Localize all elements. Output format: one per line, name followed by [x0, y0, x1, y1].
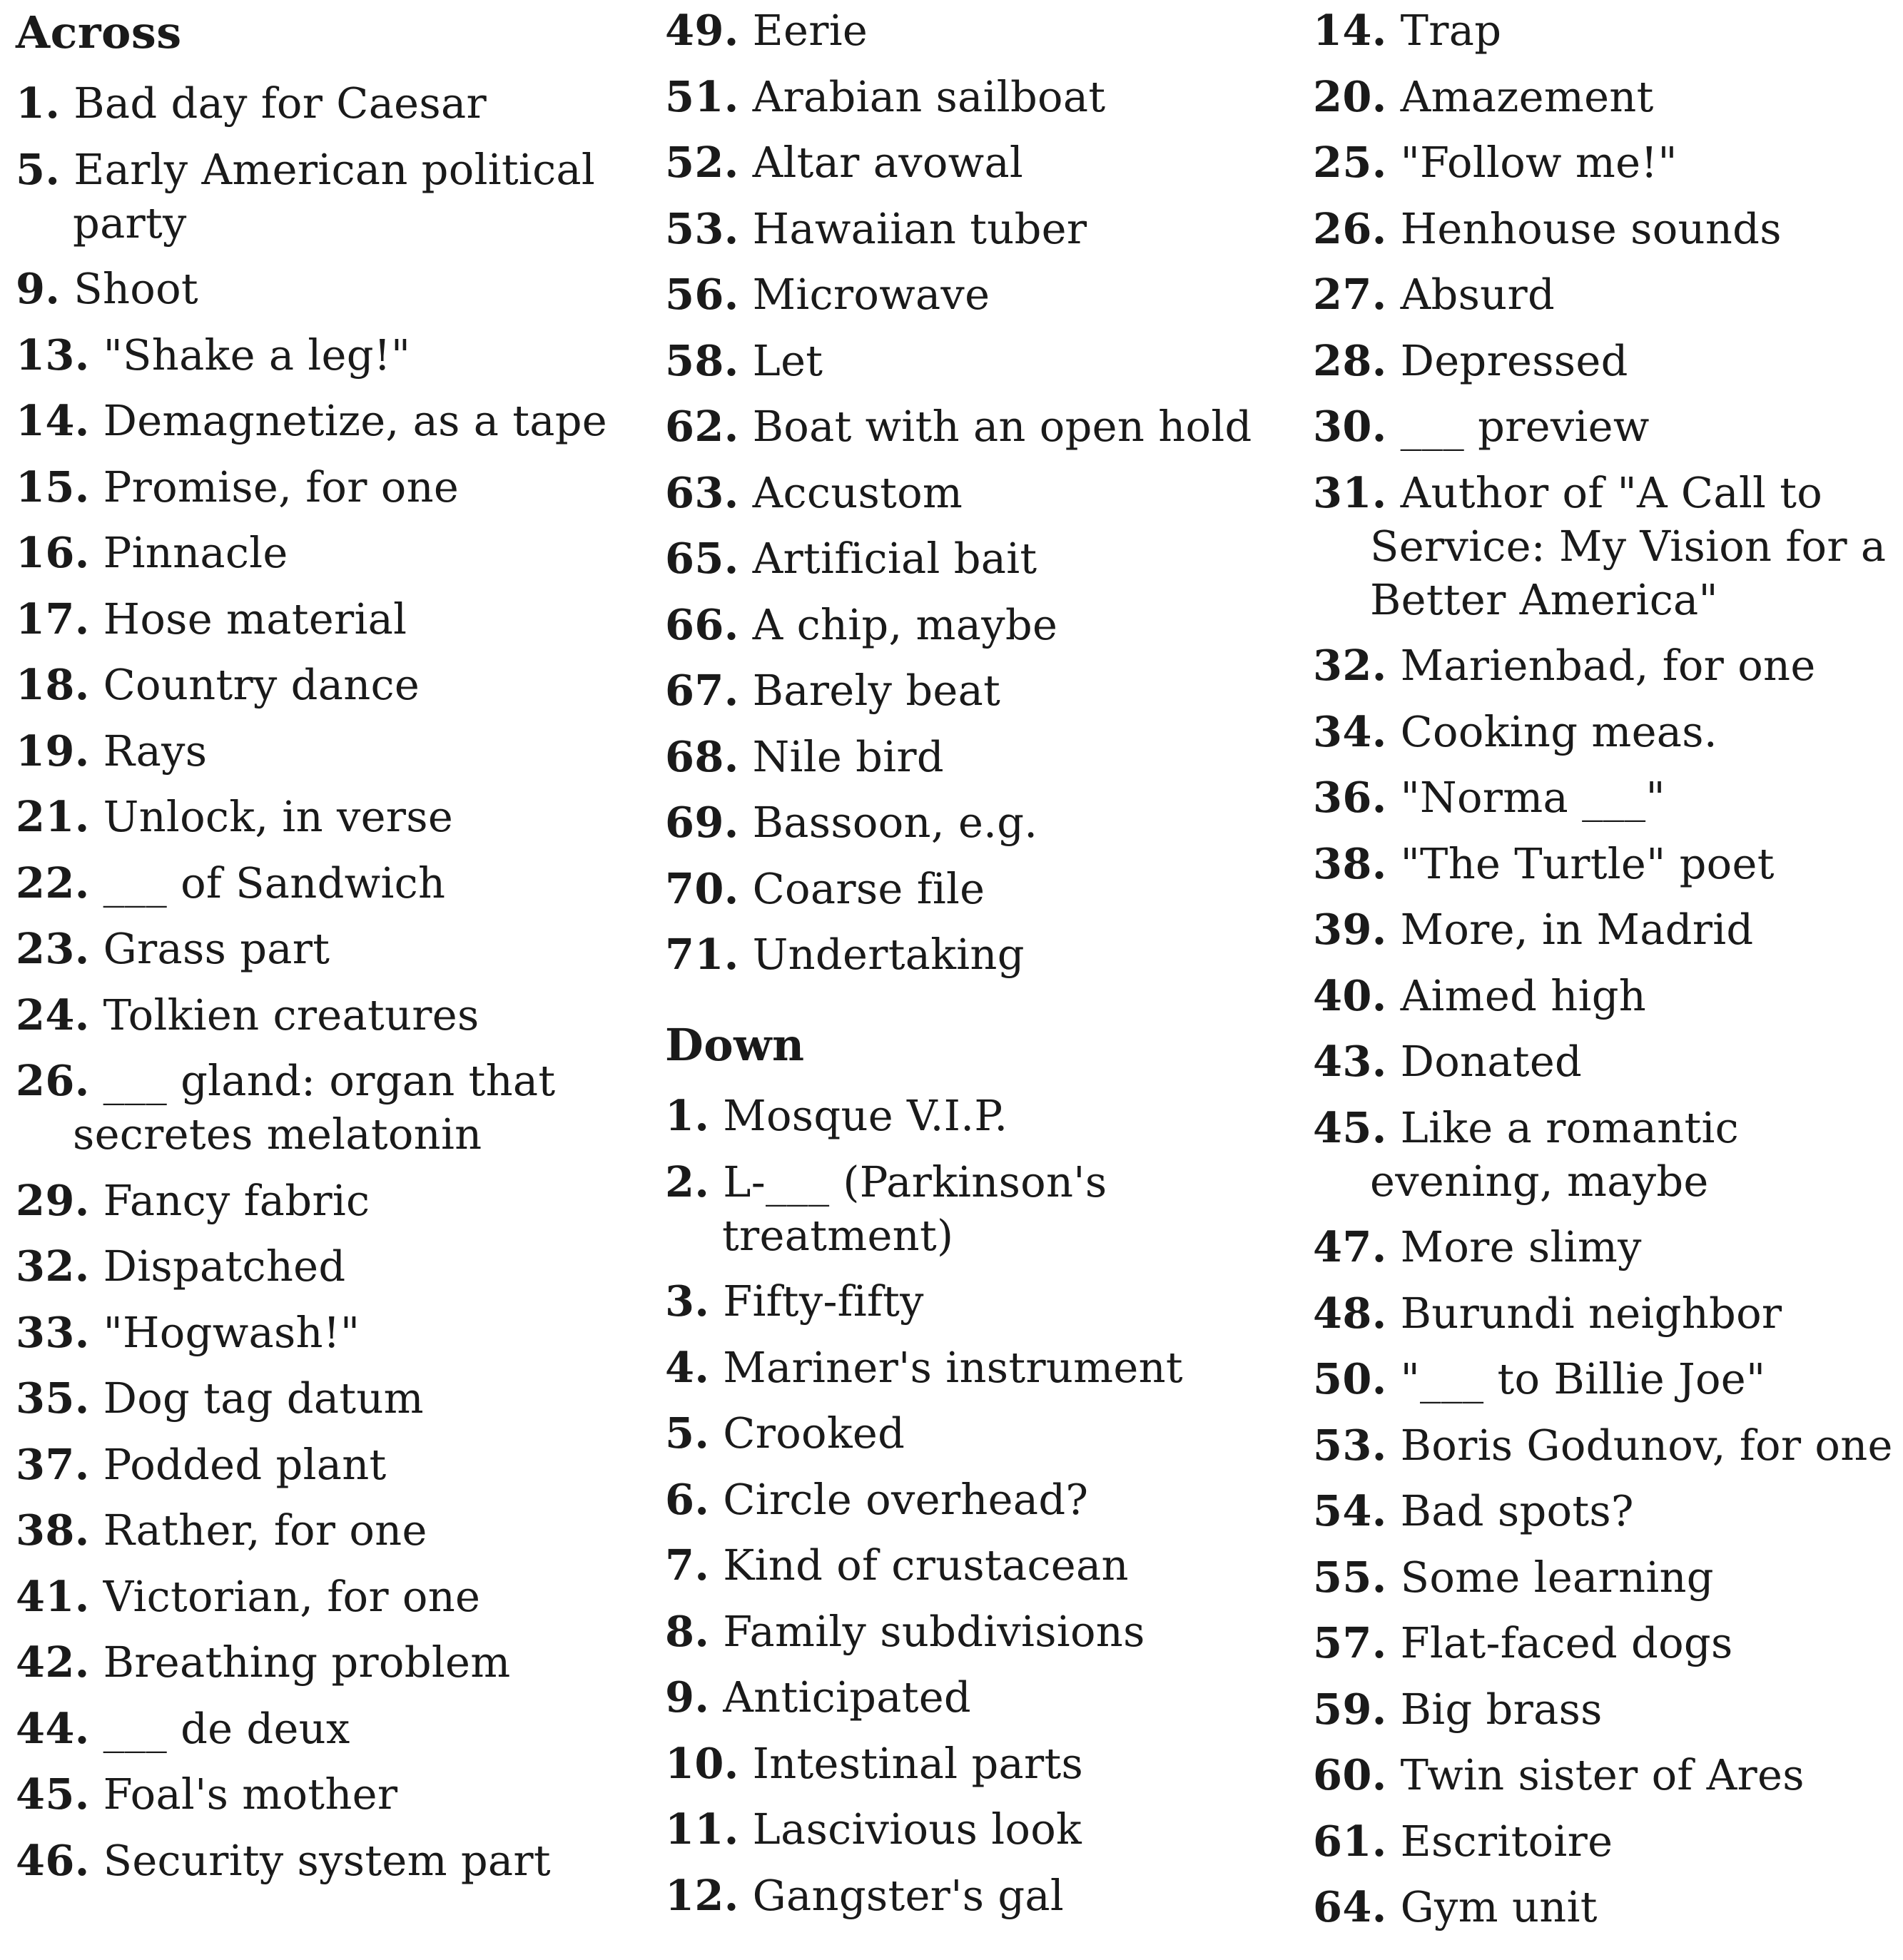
clue-column-1 [16, 0, 629, 1899]
clue-number: 61. [1313, 1816, 1387, 1866]
clue-text: Nile bird [752, 731, 944, 781]
clue-text: Like a romantic evening, maybe [1370, 1102, 1739, 1206]
clue-text: "The Turtle" poet [1400, 838, 1775, 888]
clue-text: A chip, maybe [752, 599, 1058, 649]
clue-number: 29. [16, 1175, 90, 1225]
clue-item [665, 1406, 1279, 1460]
clue-number: 14. [16, 396, 90, 445]
clue-item [665, 4, 1279, 57]
clue-item [665, 862, 1279, 915]
clue-number: 23. [16, 924, 90, 973]
clue-item [665, 136, 1279, 189]
clue-number: 33. [16, 1307, 90, 1357]
clue-number: 56. [665, 270, 739, 319]
clue-item [1313, 903, 1898, 956]
clue-number: 32. [16, 1241, 90, 1291]
clue-number: 35. [16, 1373, 90, 1423]
clue-item [1313, 268, 1898, 321]
clue-number: 30. [1313, 402, 1387, 451]
clue-number: 70. [665, 863, 739, 913]
clue-text: Undertaking [752, 930, 1025, 979]
clue-number: 1. [665, 1091, 710, 1140]
clue-item [1313, 1286, 1898, 1340]
clue-number: 50. [1313, 1354, 1387, 1403]
clue-item [665, 334, 1279, 387]
clue-item [16, 394, 629, 447]
clue-item [16, 1306, 629, 1359]
clue-number: 68. [665, 731, 739, 781]
clue-text: Promise, for one [103, 462, 460, 512]
clue-item [16, 76, 629, 130]
clue-item [665, 532, 1279, 585]
clue-number: 12. [665, 1870, 739, 1920]
clue-number: 55. [1313, 1552, 1387, 1602]
clue-text: Dispatched [103, 1241, 346, 1291]
clue-item [1313, 1352, 1898, 1406]
clue-number: 26. [1313, 203, 1387, 253]
clue-number: 3. [665, 1276, 710, 1326]
clue-number: 49. [665, 6, 739, 55]
clue-item [665, 1670, 1279, 1724]
clue-number: 2. [665, 1157, 710, 1207]
clue-number: 21. [16, 792, 90, 841]
clue-item [1313, 1682, 1898, 1736]
clue-text: Microwave [752, 270, 990, 319]
clue-text: Author of "A Call to Service: My Vision for a Better America" [1370, 467, 1887, 624]
clue-text: Family subdivisions [723, 1606, 1145, 1656]
clue-text: ___ of Sandwich [103, 858, 446, 908]
clue-number: 67. [665, 666, 739, 715]
clue-text: Bad spots? [1400, 1486, 1634, 1535]
clue-column-2 [665, 0, 1279, 1934]
clue-text: "Norma ___" [1400, 773, 1665, 822]
clue-item [1313, 1418, 1898, 1472]
clue-item [1313, 1616, 1898, 1670]
clue-number: 40. [1313, 970, 1387, 1020]
clue-number: 14. [1313, 6, 1387, 55]
clue-number: 53. [665, 203, 739, 253]
clue-number: 11. [665, 1804, 739, 1854]
clue-number: 9. [665, 1672, 710, 1722]
clue-number: 60. [1313, 1750, 1387, 1799]
clue-item [16, 1834, 629, 1887]
clue-number: 34. [1313, 706, 1387, 756]
clue-text: Marienbad, for one [1400, 641, 1816, 690]
clue-number: 46. [16, 1835, 90, 1885]
clue-item [665, 796, 1279, 849]
clue-number: 6. [665, 1474, 710, 1524]
clue-item [16, 328, 629, 382]
clue-number: 38. [1313, 838, 1387, 888]
clue-text: Dog tag datum [103, 1373, 424, 1423]
clue-number: 58. [665, 335, 739, 385]
clue-number: 15. [16, 462, 90, 512]
clue-text: Breathing problem [103, 1637, 511, 1687]
clue-item [16, 1438, 629, 1491]
clue-number: 9. [16, 264, 61, 313]
clue-text: Boat with an open hold [752, 402, 1252, 451]
clue-item [665, 1155, 1279, 1262]
down-clue-list [665, 1089, 1279, 1922]
across-heading: Across [16, 6, 182, 59]
clue-item [16, 1239, 629, 1293]
clue-item [1313, 1220, 1898, 1274]
clue-item [16, 1174, 629, 1227]
clue-number: 5. [16, 144, 61, 194]
clue-text: Circle overhead? [723, 1474, 1089, 1524]
clue-text: Absurd [1400, 270, 1556, 319]
clue-item [16, 1702, 629, 1755]
clue-item [1313, 1101, 1898, 1208]
clue-item [665, 928, 1279, 981]
clue-text: Pinnacle [103, 528, 288, 577]
down-clue-list-continued [1313, 0, 1898, 1934]
clue-number: 64. [1313, 1882, 1387, 1931]
clue-text: Donated [1400, 1037, 1583, 1086]
clue-text: Barely beat [752, 666, 1001, 715]
clue-text: Cooking meas. [1400, 706, 1717, 756]
clue-item [665, 1737, 1279, 1790]
clue-number: 38. [16, 1505, 90, 1555]
clue-text: Arabian sailboat [752, 71, 1106, 121]
clue-text: Country dance [103, 660, 420, 709]
clue-column-3 [1313, 0, 1898, 1946]
clue-text: Unlock, in verse [103, 792, 454, 841]
clue-number: 48. [1313, 1288, 1387, 1338]
clue-item [1313, 70, 1898, 123]
clue-item [16, 592, 629, 646]
clue-number: 57. [1313, 1618, 1387, 1667]
clue-number: 44. [16, 1703, 90, 1753]
clue-item [16, 856, 629, 910]
clue-item [665, 466, 1279, 519]
clue-text: Escritoire [1400, 1816, 1613, 1866]
clue-text: Burundi neighbor [1400, 1288, 1782, 1338]
clue-item [665, 1274, 1279, 1328]
clue-text: ___ preview [1400, 402, 1650, 451]
clue-item [665, 664, 1279, 717]
clue-text: Fifty-fifty [723, 1276, 924, 1326]
clue-number: 13. [16, 330, 90, 380]
clue-text: ___ de deux [103, 1703, 350, 1753]
clue-text: Crooked [723, 1408, 905, 1458]
clue-text: Security system part [103, 1835, 551, 1885]
clue-text: Amazement [1400, 71, 1654, 121]
clue-text: "Follow me!" [1400, 138, 1678, 187]
clue-number: 32. [1313, 641, 1387, 690]
clue-item [1313, 400, 1898, 453]
clue-number: 66. [665, 599, 739, 649]
clue-item [16, 143, 629, 250]
clue-number: 28. [1313, 335, 1387, 385]
clue-text: Rays [103, 726, 208, 776]
clue-text: Accustom [752, 467, 963, 517]
clue-text: Gangster's gal [752, 1870, 1065, 1920]
clue-item [16, 658, 629, 711]
clue-item [16, 1371, 629, 1425]
clue-text: Some learning [1400, 1552, 1714, 1602]
clue-number: 43. [1313, 1037, 1387, 1086]
clue-text: Demagnetize, as a tape [103, 396, 608, 445]
clue-number: 19. [16, 726, 90, 776]
clue-item [1313, 466, 1898, 626]
clue-item [16, 790, 629, 843]
clue-text: Tolkien creatures [103, 990, 479, 1040]
clue-text: Boris Godunov, for one [1400, 1420, 1893, 1470]
clue-number: 5. [665, 1408, 710, 1458]
clue-text: Victorian, for one [103, 1571, 481, 1621]
clue-text: Artificial bait [752, 534, 1037, 583]
clue-number: 41. [16, 1571, 90, 1621]
clue-text: Eerie [752, 6, 868, 55]
clue-item [665, 598, 1279, 651]
clue-number: 62. [665, 402, 739, 451]
clue-number: 47. [1313, 1222, 1387, 1271]
clue-item [16, 1767, 629, 1821]
clue-item [1313, 202, 1898, 255]
clue-number: 8. [665, 1606, 710, 1656]
clue-number: 59. [1313, 1684, 1387, 1734]
clue-item [16, 922, 629, 975]
across-clue-list [16, 76, 629, 1887]
clue-text: More, in Madrid [1400, 905, 1754, 954]
clue-number: 25. [1313, 138, 1387, 187]
clue-number: 52. [665, 138, 739, 187]
clue-item [1313, 1880, 1898, 1934]
clue-number: 53. [1313, 1420, 1387, 1470]
clue-number: 10. [665, 1738, 739, 1788]
clue-text: "Hogwash!" [103, 1307, 360, 1357]
clue-text: Early American political party [73, 144, 596, 248]
clue-number: 36. [1313, 773, 1387, 822]
clue-text: Coarse file [752, 863, 985, 913]
clue-text: Shoot [73, 264, 198, 313]
clue-item [665, 1605, 1279, 1658]
clue-number: 4. [665, 1342, 710, 1392]
clue-text: Bassoon, e.g. [752, 798, 1038, 847]
clue-text: Podded plant [103, 1439, 387, 1489]
clue-item [665, 1869, 1279, 1922]
clue-item [16, 1054, 629, 1161]
clue-number: 45. [1313, 1102, 1387, 1152]
clue-item [1313, 969, 1898, 1022]
clue-text: Anticipated [723, 1672, 972, 1722]
clue-number: 1. [16, 78, 61, 128]
clue-text: "Shake a leg!" [103, 330, 411, 380]
clue-text: Fancy fabric [103, 1175, 370, 1225]
clue-text: Mariner's instrument [723, 1342, 1183, 1392]
clue-number: 20. [1313, 71, 1387, 121]
clue-text: ___ gland: organ that secretes melatonin [73, 1056, 556, 1159]
clue-number: 63. [665, 467, 739, 517]
clue-item [665, 70, 1279, 123]
clue-text: Mosque V.I.P. [723, 1091, 1008, 1140]
clue-number: 45. [16, 1769, 90, 1819]
clue-item [1313, 837, 1898, 890]
clue-number: 26. [16, 1056, 90, 1105]
clue-item [16, 262, 629, 315]
clue-text: Foal's mother [103, 1769, 398, 1819]
clue-text: Grass part [103, 924, 330, 973]
clue-text: More slimy [1400, 1222, 1642, 1271]
clue-text: Intestinal parts [752, 1738, 1084, 1788]
clue-text: Gym unit [1400, 1882, 1598, 1931]
clue-text: Trap [1400, 6, 1502, 55]
clue-text: "___ to Billie Joe" [1400, 1354, 1766, 1403]
clue-item [665, 1802, 1279, 1856]
clue-item [16, 988, 629, 1042]
clue-item [1313, 334, 1898, 387]
clue-item [1313, 1748, 1898, 1802]
clue-item [665, 1341, 1279, 1394]
clue-number: 51. [665, 71, 739, 121]
clue-number: 65. [665, 534, 739, 583]
clue-number: 39. [1313, 905, 1387, 954]
clue-text: Hawaiian tuber [752, 203, 1087, 253]
clue-item [1313, 1035, 1898, 1088]
clue-item [1313, 639, 1898, 692]
down-heading: Down [665, 1019, 805, 1071]
clue-number: 17. [16, 594, 90, 644]
clue-text: L-___ (Parkinson's treatment) [722, 1157, 1107, 1260]
clue-item [16, 724, 629, 778]
clue-text: Depressed [1400, 335, 1628, 385]
clue-item [665, 1089, 1279, 1142]
clue-text: Altar avowal [752, 138, 1024, 187]
clue-item [1313, 771, 1898, 824]
clue-number: 22. [16, 858, 90, 908]
clue-item [1313, 1484, 1898, 1538]
clue-number: 18. [16, 660, 90, 709]
clue-item [1313, 136, 1898, 189]
clue-number: 16. [16, 528, 90, 577]
clue-item [1313, 4, 1898, 57]
clue-number: 7. [665, 1540, 710, 1590]
clue-text: Kind of crustacean [723, 1540, 1129, 1590]
clue-item [16, 526, 629, 579]
clue-number: 69. [665, 798, 739, 847]
clue-number: 54. [1313, 1486, 1387, 1535]
clue-text: Let [752, 335, 823, 385]
clue-item [665, 1473, 1279, 1526]
clue-item [665, 268, 1279, 321]
clue-text: Aimed high [1400, 970, 1647, 1020]
clue-number: 27. [1313, 270, 1387, 319]
clue-item [16, 460, 629, 514]
clue-number: 24. [16, 990, 90, 1040]
clue-text: Twin sister of Ares [1400, 1750, 1805, 1799]
clue-number: 37. [16, 1439, 90, 1489]
clue-item [1313, 1550, 1898, 1604]
clue-item [16, 1503, 629, 1557]
clue-number: 71. [665, 930, 739, 979]
clue-number: 42. [16, 1637, 90, 1687]
clue-item [665, 1538, 1279, 1592]
clue-item [665, 202, 1279, 255]
clue-text: Flat-faced dogs [1400, 1618, 1733, 1667]
clue-item [1313, 705, 1898, 758]
clue-item [665, 730, 1279, 783]
across-clue-list-continued [665, 0, 1279, 981]
clue-text: Lascivious look [752, 1804, 1082, 1854]
clue-text: Bad day for Caesar [73, 78, 487, 128]
clue-item [1313, 1814, 1898, 1868]
clue-number: 31. [1313, 467, 1387, 517]
clue-item [665, 400, 1279, 453]
clue-text: Henhouse sounds [1400, 203, 1782, 253]
clue-text: Big brass [1400, 1684, 1603, 1734]
clue-text: Rather, for one [103, 1505, 427, 1555]
clue-text: Hose material [103, 594, 407, 644]
clue-item [16, 1635, 629, 1689]
clue-item [16, 1570, 629, 1623]
